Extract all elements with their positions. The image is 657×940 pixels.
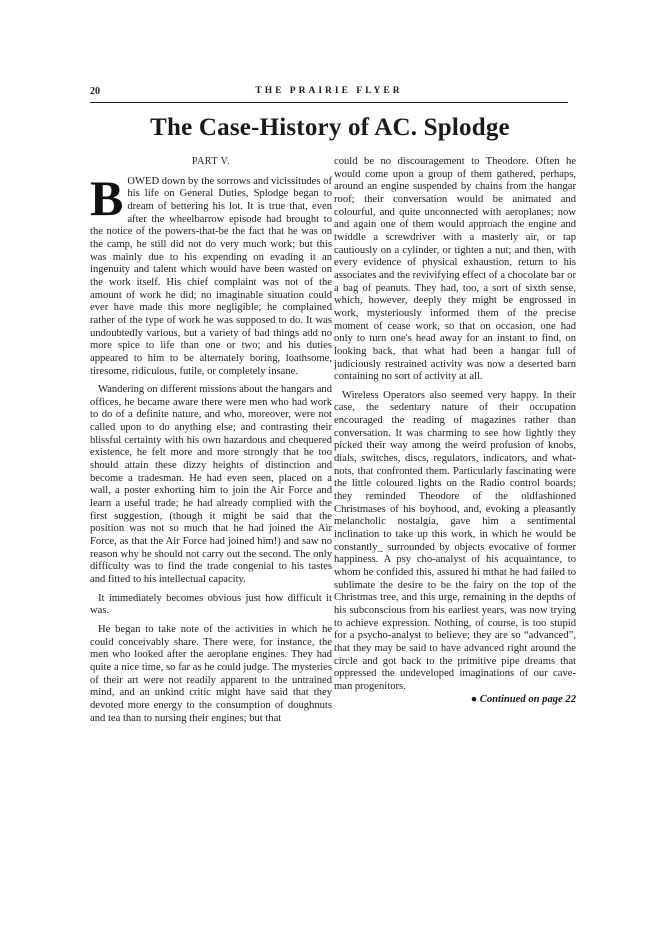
right-column <box>334 156 576 706</box>
part-heading: PART V. <box>191 156 231 167</box>
paragraph: Wireless Operators also seemed very happy. In their case, the sedentary nature of their occupation encouraged the reading of magazines rather than conversation. It was charming to see how lightly they picked their way among the weird profusion of knobs, dials, switches, discs, regulators, indicators, and what-nots, that confronted them. Particularly fascinating were the little coloured lights on the Radio control boards; they reminded Theodore of the oldfashioned Christmases of his boyhood, and, evoking a pleasantly melancholic nostalgia, gave him a sentimental inclination to take up this work, in which he would be constantly_ surrounded by objects evocative of former happiness. A psy cho-analyst of his acquaintance, to whom he confided this, assured hi mthat he had failed to sublimate the desire to be the fairy on the top of the Christmas tree, and this urge, remaining in the depths of his subconscious from his earliest years, was now trying to achieve expression. Nothing, of course, is too stupid for a psycho-analyst to believe; they are so “advanced”, that they may be said to have advanced right around the circle and got back to the primitive pipe dreams that oppressed the undeveloped imaginations of our cave-man progenitors. <box>334 389 576 692</box>
page-number: 20 <box>90 86 100 97</box>
paragraph: Wandering on different missions about the hangars and offices, he became aware there were men who had work to do of a definite nature, and who, moreover, were not called upon to do anything else; and contrasting their blissful certainty with his own hazardous and chequered existence, he felt more and more strongly that he too should attain these dizzy heights of distinction and become a tradesman. He had even seen, placed on a wall, a poster exhorting him to join the Air Force and learn a useful trade; he had already complied with the first suggestion, (though it might be said that the position was not so much that he had joined the Air Force, as that the Air Force had joined him!) and saw no reason why he should not carry out the second. The only difficulty was to find the trade congenial to his tastes and fitted to his intellectual capacity. <box>90 384 332 585</box>
running-title: THE PRAIRIE FLYER <box>255 86 403 96</box>
paragraph: could be no discouragement to Theodore. Often he would come upon a group of them gathered, perhaps, around an engine suspended by chains from the hangar roof; their conversation would be animated and colourful, and quite unconnected with aeroplanes; now and again one of them would approach the engine and twiddle a screwdriver with a masterly air, or tap cautiously on a cylinder, or tighten a nut; and then, with every evidence of physical exhaustion, return to his associates and the revivifying effect of a chocolate bar or a bag of peanuts. They had, too, a sort of sixth sense, which, however, deeply they might be engrossed in work, mysteriously informed them of the precise moment of cease work, so that on occasion, one had only to turn one's head away for an instant to find, on looking back, that what had been a hangar full of judiciously restrained activity was now a deserted barn containing no sort of activity at all. <box>334 156 576 383</box>
paragraph: He began to take note of the activities in which he could conceivably share. There were, for instance, the men who looked after the aeroplane engines. They had quite a nice time, so far as he could judge. The mysteries of their art were not readily apparent to the untrained mind, and an unkind critic might have said that they devoted more energy to the consumption of doughnuts and tea than to nursing their engines; but that <box>90 623 332 724</box>
drop-cap: B <box>90 169 124 226</box>
first-paragraph <box>90 169 332 379</box>
running-header <box>90 86 568 103</box>
left-column <box>90 156 332 725</box>
first-paragraph-text: OWED down by the sorrows and vicissitudes of his life on General Duties, Splodge began to dream of bettering his lot. It is true that, even after the wheelbarrow episode had brought to the notice of the powers-that-be the fact that he was on the camp, he still did not do very much work; but this was mainly due to his expending on evading it an ingenuity and talent which would have been wasted on the work itself. His chief complaint was not of the amount of work he did; no imaginable situation could ever have made this more negligible; he complained rather of the type of work he was supposed to do. It was undoubtedly various, but a variety of bad things add no more spice to life than one or two; and his duties appeared to him to be alternately boring, loathsome, tiresome, ridiculous, futile, or completely insane. <box>90 175 332 377</box>
paragraph: It immediately becomes obvious just how difficult it was. <box>90 592 332 617</box>
article-title: The Case-History of AC. Splodge <box>150 114 510 141</box>
continued-note: ● Continued on page 22 <box>470 693 576 705</box>
